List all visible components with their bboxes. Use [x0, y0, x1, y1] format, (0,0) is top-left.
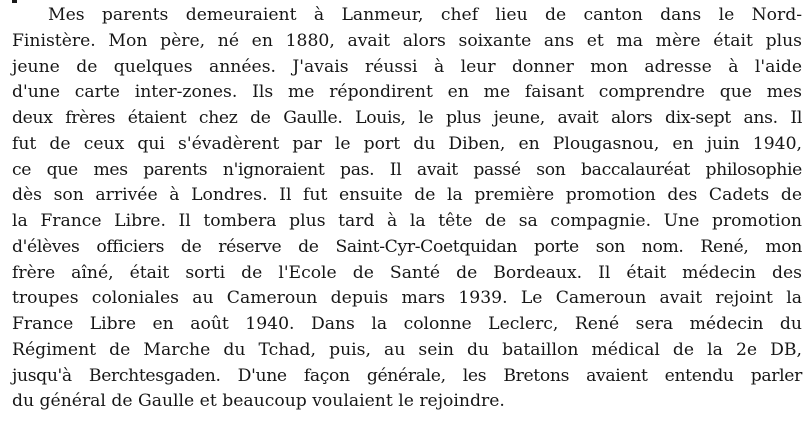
text-line-13: France Libre en août 1940. Dans la colonne Leclerc, René sera médecin du	[12, 314, 802, 334]
text-line-8: dès son arrivée à Londres. Il fut ensuite de la première promotion des Cadets de	[12, 185, 802, 206]
text-line-5: deux frères étaient chez de Gaulle. Louis, le plus jeune, avait alors dix-sept ans. Il	[12, 108, 802, 128]
text-line-7: ce que mes parents n'ignoraient pas. Il avait passé son baccalauréat philosophie	[12, 159, 802, 180]
text-line-11: frère aîné, était sorti de l'Ecole de Santé de Bordeaux. Il était médecin des	[12, 262, 802, 283]
text-line-3: jeune de quelques années. J'avais réussi à leur donner mon adresse à l'aide	[12, 56, 802, 77]
text-line-10: d'élèves officiers de réserve de Saint-Cyr-Coetquidan porte son nom. René, mon	[12, 236, 802, 257]
text-line-16: du général de Gaulle et beaucoup voulaient le rejoindre.	[12, 391, 505, 412]
text-line-1: Mes parents demeuraient à Lanmeur, chef lieu de canton dans le Nord-	[48, 5, 802, 25]
text-line-12: troupes coloniales au Cameroun depuis mars 1939. Le Cameroun avait rejoint la	[12, 288, 802, 309]
text-line-9: la France Libre. Il tombera plus tard à la tête de sa compagnie. Une promotion	[12, 211, 802, 231]
text-line-2: Finistère. Mon père, né en 1880, avait alors soixante ans et ma mère était plus	[12, 30, 802, 51]
text-line-6: fut de ceux qui s'évadèrent par le port du Diben, en Plougasnou, en juin 1940,	[12, 133, 802, 154]
text-line-4: d'une carte inter-zones. Ils me répondirent en me faisant comprendre que mes	[12, 82, 802, 103]
text-line-14: Régiment de Marche du Tchad, puis, au sein du bataillon médical de la 2e DB,	[12, 339, 802, 360]
body-paragraph	[12, 3, 802, 415]
text-line-15: jusqu'à Berchtesgaden. D'une façon générale, les Bretons avaient entendu parler	[12, 365, 802, 386]
